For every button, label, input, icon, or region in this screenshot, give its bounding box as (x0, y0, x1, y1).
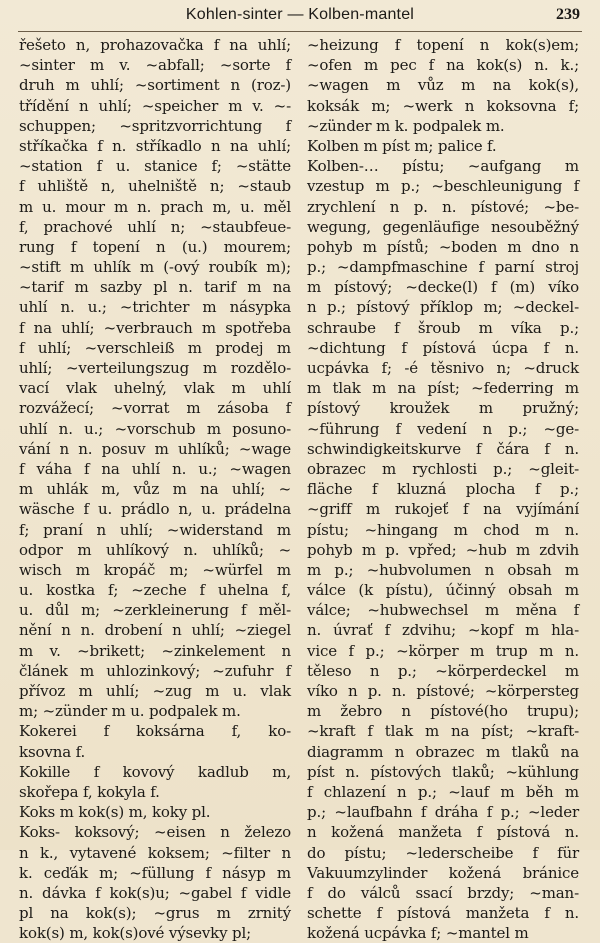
entry-line: druh m uhlí; ~sortiment n (roz-) (19, 76, 291, 95)
running-header (0, 4, 600, 30)
entry-line: p.; ~dampfmaschine f parní stroj (307, 258, 579, 277)
entry-line: koksák m; ~werk n koksovna f; (307, 96, 579, 115)
entry-line: ~heizung f topení n kok(s)em; (307, 36, 579, 54)
entry-line: Kolben-… pístu; ~aufgang m (307, 157, 579, 176)
entry-line: ksovna f. (19, 742, 86, 761)
entry-line: píst n. pístových tlaků; ~kühlung (307, 762, 579, 781)
entry-line: řešeto n, prohazovačka f na uhlí; (19, 36, 291, 54)
entry-line: ~sinter m v. ~abfall; ~sorte f (19, 56, 291, 75)
entry-line: Kolben m píst m; palice f. (307, 136, 497, 155)
entry-line: m u. mour m n. prach m, u. měl (19, 197, 291, 216)
page-number: 239 (556, 6, 580, 23)
entry-line: článek m uhlozinkový; ~zufuhr f (19, 661, 291, 680)
entry-line: ~tarif m sazby pl n. tarif m na (19, 278, 291, 297)
entry-line: ~ofen m pec f na kok(s) n. k.; (307, 56, 579, 75)
entry-line: zrychlení n p. n. pístové; ~be- (307, 197, 579, 216)
entry-line: n kožená manžeta f pístová n. (307, 823, 579, 842)
entry-line: ~stift m uhlík m (-ový roubík m); (19, 258, 291, 277)
entry-line: f váha f na uhlí n. u.; ~wagen (19, 459, 291, 478)
entry-line: m uhlák m, vůz m na uhlí; ~ (19, 480, 291, 499)
entry-line: fläche f kluzná plocha f p.; (307, 480, 579, 499)
entry-line: schraube f šroub m víka p.; (307, 318, 579, 337)
entry-line: pístový kroužek m pružný; (307, 399, 579, 418)
entry-line: válce (k pístu), účinný obsah m (307, 581, 579, 600)
entry-line: třídění n uhlí; ~speicher m v. ~- (19, 96, 291, 115)
entry-line: Koks m kok(s) m, koky pl. (19, 803, 211, 822)
entry-line: víko n p. n. pístové; ~körpersteg (307, 682, 579, 700)
entry-line: uhlí n. u.; ~vorschub m posuno- (19, 419, 291, 438)
entry-line: u. důl m; ~zerkleinerung f měl- (19, 601, 291, 620)
entry-line: f do válců ssací brzdy; ~man- (307, 883, 579, 902)
entry-line: přívoz m uhlí; ~zug m u. vlak (19, 682, 291, 700)
entry-line: pl na kok(s); ~grus m zrnitý (19, 904, 291, 923)
entry-line: nění n n. drobení n uhlí; ~ziegel (19, 621, 291, 640)
entry-line: pohyb m p. vpřed; ~hub m zdvih (307, 540, 579, 559)
entry-line: schuppen; ~spritzvorrichtung f (19, 116, 291, 135)
header-title: Kohlen-sinter — Kolben-mantel (185, 6, 415, 23)
entry-line: n k., vytavené koksem; ~filter n (19, 843, 291, 862)
entry-line: schwindigkeitskurve f čára f n. (307, 439, 579, 458)
entry-line: n. úvrať f zdvihu; ~kopf m hla- (307, 621, 579, 640)
entry-line: m pístový; ~decke(l) f (m) víko (307, 278, 579, 297)
header-rule (18, 31, 582, 32)
entry-line: do pístu; ~lederscheibe f für (307, 843, 579, 862)
entry-line: wäsche f u. prádlo n, u. prádelna (19, 500, 291, 519)
entry-line: Kokerei f koksárna f, ko- (19, 722, 291, 741)
entry-line: m žebro n pístové(ho trupu); (307, 702, 579, 721)
entry-line: m; ~zünder m u. podpalek m. (19, 702, 241, 721)
entry-line: rozvážecí; ~vorrat m zásoba f (19, 399, 291, 418)
entry-line: uhlí; ~verteilungszug m rozdělo- (19, 359, 291, 377)
entry-line: ~dichtung f pístová úcpa f n. (307, 338, 579, 357)
entry-line: ucpávka f; -é těsnivo n; ~druck (307, 359, 579, 377)
left-column (19, 35, 291, 943)
entry-line: válce; ~hubwechsel m měna f (307, 601, 579, 620)
entry-line: n p.; pístový příklop m; ~deckel- (307, 298, 579, 317)
entry-line: schette f pístová manžeta f n. (307, 904, 579, 923)
entry-line: ~station f u. stanice f; ~stätte (19, 157, 291, 176)
entry-line: u. kostka f; ~zeche f uhelna f, (19, 581, 291, 600)
entry-line: odpor m uhlíkový n. uhlíků; ~ (19, 540, 291, 559)
entry-line: f na uhlí; ~verbrauch m spotřeba (19, 318, 291, 337)
entry-line: pístu; ~hingang m chod m n. (307, 520, 579, 539)
entry-line: ~führung f vedení n p.; ~ge- (307, 419, 579, 438)
entry-line: těleso n p.; ~körperdeckel m (307, 661, 579, 680)
entry-line: kok(s) m, kok(s)ové výsevky pl; (19, 924, 252, 943)
entry-line: skořepa f, kokyla f. (19, 782, 160, 801)
entry-line: f uhliště n, uhelniště n; ~staub (19, 177, 291, 196)
entry-line: vání n n. posuv m uhlíků; ~wage (19, 439, 291, 458)
entry-line: wegung, gegenläufige nesouběžný (307, 217, 579, 236)
entry-line: Koks- koksový; ~eisen n železo (19, 823, 291, 842)
entry-line: Kokille f kovový kadlub m, (19, 762, 291, 781)
entry-line: kožená ucpávka f; ~mantel m (307, 924, 529, 943)
entry-line: m p.; ~hubvolumen n obsah m (307, 560, 579, 579)
entry-line: pohyb m pístů; ~boden m dno n (307, 237, 579, 256)
entry-line: vací vlak uhelný, vlak m uhlí (19, 379, 291, 398)
entry-line: f chlazení n p.; ~lauf m běh m (307, 782, 579, 801)
entry-line: ~zünder m k. podpalek m. (307, 116, 505, 135)
entry-line: m v. ~brikett; ~zinkelement n (19, 641, 291, 660)
entry-line: k. ceďák m; ~füllung f násyp m (19, 863, 291, 882)
entry-line: wisch m kropáč m; ~würfel m (19, 560, 291, 579)
entry-line: ~griff m rukojeť f na vyjímání (307, 500, 579, 519)
entry-line: uhlí n. u.; ~trichter m násypka (19, 298, 291, 317)
entry-line: f, prachové uhlí n; ~staubfeue- (19, 217, 291, 236)
entry-line: stříkačka f n. stříkadlo n na uhlí; (19, 136, 291, 155)
entry-line: m tlak m na píst; ~federring m (307, 379, 579, 398)
entry-line: p.; ~laufbahn f dráha f p.; ~leder (307, 803, 579, 822)
entry-line: vzestup m p.; ~beschleunigung f (307, 177, 579, 196)
entry-line: n. dávka f kok(s)u; ~gabel f vidle (19, 883, 291, 902)
right-column (307, 35, 579, 943)
entry-line: ~wagen m vůz m na kok(s), (307, 76, 579, 95)
entry-line: diagramm n obrazec m tlaků na (307, 742, 579, 761)
entry-line: ~kraft f tlak m na píst; ~kraft- (307, 722, 579, 741)
entry-line: f uhlí; ~verschleiß m prodej m (19, 338, 291, 357)
entry-line: vice f p.; ~körper m trup m n. (307, 641, 579, 660)
entry-line: Vakuumzylinder kožená bránice (307, 863, 579, 882)
entry-line: obrazec m rychlosti p.; ~gleit- (307, 459, 579, 478)
entry-line: f; praní n uhlí; ~widerstand m (19, 520, 291, 539)
entry-line: rung f topení n (u.) mourem; (19, 237, 291, 256)
